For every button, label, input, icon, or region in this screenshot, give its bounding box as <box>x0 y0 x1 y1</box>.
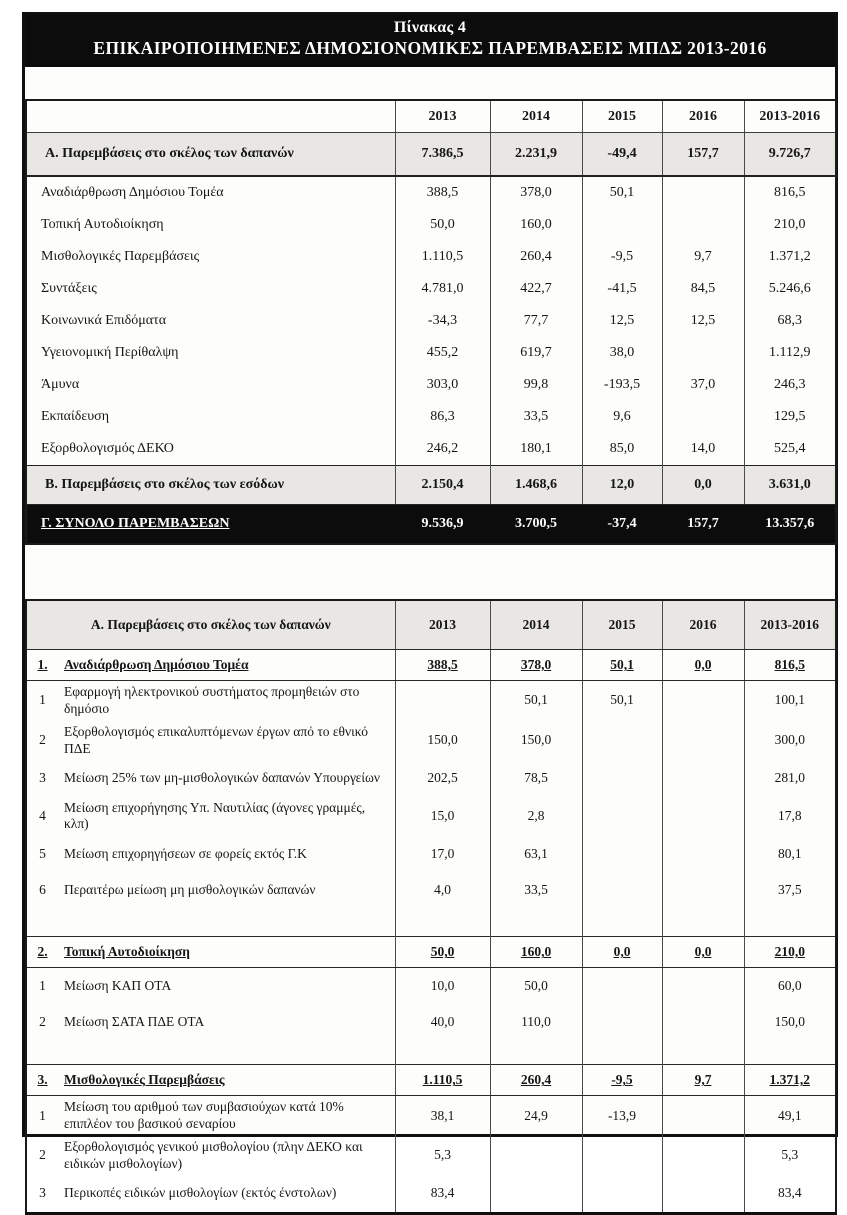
value-cell: 33,5 <box>490 401 582 433</box>
value-cell: 49,1 <box>744 1096 836 1136</box>
section-b-label: Β. Παρεμβάσεις στο σκέλος των εσόδων <box>26 466 395 505</box>
value-cell <box>662 908 744 937</box>
value-cell: 100,1 <box>744 681 836 721</box>
value-cell: 246,2 <box>395 433 490 466</box>
value-cell: 0,0 <box>662 937 744 968</box>
value-cell: 50,1 <box>582 650 662 681</box>
value-cell: 2,8 <box>490 797 582 837</box>
detail-header-label: Α. Παρεμβάσεις στο σκέλος των δαπανών <box>26 600 395 650</box>
value-cell <box>490 1176 582 1214</box>
value-cell: 78,5 <box>490 761 582 797</box>
section-c-label: Γ. ΣΥΝΟΛΟ ΠΑΡΕΜΒΑΣΕΩΝ <box>26 505 395 545</box>
row-label: Αναδιάρθρωση Δημόσιου Τομέα <box>41 185 224 200</box>
item-number: 2 <box>39 1013 46 1029</box>
value-cell: 2.150,4 <box>395 466 490 505</box>
value-cell: 7.386,5 <box>395 133 490 177</box>
value-cell <box>490 908 582 937</box>
item-label: Περικοπές ειδικών μισθολογίων (εκτός ένστολων) <box>64 1185 337 1201</box>
value-cell: 246,3 <box>744 369 836 401</box>
item-number: 3 <box>39 1185 46 1201</box>
table-row <box>26 908 836 937</box>
value-cell: 388,5 <box>395 650 490 681</box>
value-cell: 1.110,5 <box>395 241 490 273</box>
table-row <box>26 721 836 761</box>
value-cell: 50,1 <box>490 681 582 721</box>
value-cell: 60,0 <box>744 968 836 1005</box>
item-label: Εφαρμογή ηλεκτρονικού συστήματος προμηθειών στο δημόσιο <box>64 684 360 716</box>
value-cell: -34,3 <box>395 305 490 337</box>
value-cell <box>662 1176 744 1214</box>
value-cell <box>490 1040 582 1065</box>
value-cell <box>662 1004 744 1040</box>
section-number: 2. <box>26 937 58 968</box>
row-label: Κοινωνικά Επιδόματα <box>41 313 167 328</box>
value-cell <box>662 401 744 433</box>
value-cell: 17,8 <box>744 797 836 837</box>
value-cell: 2.231,9 <box>490 133 582 177</box>
value-cell: 281,0 <box>744 761 836 797</box>
value-cell: 99,8 <box>490 369 582 401</box>
value-cell <box>662 836 744 872</box>
value-cell: 150,0 <box>744 1004 836 1040</box>
value-cell <box>582 721 662 761</box>
value-cell <box>662 1040 744 1065</box>
value-cell: 77,7 <box>490 305 582 337</box>
value-cell: 816,5 <box>744 650 836 681</box>
value-cell <box>582 1176 662 1214</box>
value-cell: 157,7 <box>662 133 744 177</box>
value-cell <box>744 1040 836 1065</box>
value-cell: 5,3 <box>744 1136 836 1176</box>
year-header-cell: 2016 <box>662 600 744 650</box>
value-cell: -9,5 <box>582 241 662 273</box>
value-cell: 50,1 <box>582 681 662 721</box>
table-row <box>26 505 836 545</box>
value-cell <box>582 836 662 872</box>
corner-cell <box>26 100 395 133</box>
value-cell: 40,0 <box>395 1004 490 1040</box>
row-label: Εξορθολογισμός ΔΕΚΟ <box>41 441 174 456</box>
spacer-cell <box>26 908 58 937</box>
value-cell: 525,4 <box>744 433 836 466</box>
value-cell: 3.700,5 <box>490 505 582 545</box>
table-number: Πίνακας 4 <box>393 19 467 36</box>
item-number: 3 <box>39 770 46 786</box>
value-cell: 210,0 <box>744 209 836 241</box>
value-cell: 619,7 <box>490 337 582 369</box>
table-row <box>26 401 836 433</box>
value-cell <box>662 337 744 369</box>
table-row <box>26 937 836 968</box>
value-cell: 816,5 <box>744 176 836 209</box>
value-cell <box>662 176 744 209</box>
year-header-cell: 2014 <box>490 600 582 650</box>
table-row <box>26 650 836 681</box>
value-cell: 1.112,9 <box>744 337 836 369</box>
table-row <box>26 1176 836 1214</box>
value-cell: 50,0 <box>395 937 490 968</box>
value-cell: 1.371,2 <box>744 241 836 273</box>
value-cell <box>582 908 662 937</box>
value-cell: 260,4 <box>490 1065 582 1096</box>
value-cell: 1.110,5 <box>395 1065 490 1096</box>
value-cell: 180,1 <box>490 433 582 466</box>
value-cell: 83,4 <box>395 1176 490 1214</box>
value-cell <box>582 1040 662 1065</box>
table-row <box>26 681 836 721</box>
value-cell <box>582 797 662 837</box>
value-cell: 37,5 <box>744 872 836 908</box>
value-cell <box>582 1136 662 1176</box>
item-label: Μείωση ΣΑΤΑ ΠΔΕ ΟΤΑ <box>64 1013 205 1029</box>
year-header-cell: 2013 <box>395 100 490 133</box>
table-row <box>26 872 836 908</box>
table-row <box>26 761 836 797</box>
value-cell: -13,9 <box>582 1096 662 1136</box>
document-frame <box>22 12 838 1201</box>
item-number: 6 <box>39 881 46 897</box>
value-cell: 24,9 <box>490 1096 582 1136</box>
value-cell: 38,1 <box>395 1096 490 1136</box>
table-row <box>26 1004 836 1040</box>
value-cell: 157,7 <box>662 505 744 545</box>
row-label: Συντάξεις <box>41 281 97 296</box>
value-cell <box>395 908 490 937</box>
table-title-band <box>25 15 835 67</box>
item-label: Μείωση 25% των μη-μισθολογικών δαπανών Υπουργείων <box>64 770 380 786</box>
year-header-cell: 2016 <box>662 100 744 133</box>
item-label: Εξορθολογισμός γενικού μισθολογίου (πλην ΔΕΚΟ και ειδικών μισθολογίων) <box>64 1139 363 1171</box>
value-cell: 300,0 <box>744 721 836 761</box>
value-cell: 388,5 <box>395 176 490 209</box>
value-cell <box>582 1004 662 1040</box>
value-cell: 33,5 <box>490 872 582 908</box>
value-cell: 17,0 <box>395 836 490 872</box>
value-cell: 0,0 <box>662 466 744 505</box>
section-label: Μισθολογικές Παρεμβάσεις <box>58 1065 395 1096</box>
year-header-cell: 2013 <box>395 600 490 650</box>
value-cell: 9,7 <box>662 1065 744 1096</box>
item-number: 4 <box>39 807 46 823</box>
page-title: ΕΠΙΚΑΙΡΟΠΟΙΗΜΕΝΕΣ ΔΗΜΟΣΙΟΝΟΜΙΚΕΣ ΠΑΡΕΜΒΑΣΕΙΣ ΜΠΔΣ 2013-2016 <box>93 38 767 58</box>
detail-table <box>25 599 837 1215</box>
value-cell: 9,7 <box>662 241 744 273</box>
value-cell <box>582 872 662 908</box>
value-cell <box>662 721 744 761</box>
value-cell <box>582 209 662 241</box>
value-cell: 85,0 <box>582 433 662 466</box>
value-cell <box>662 1136 744 1176</box>
value-cell <box>662 797 744 837</box>
section-a-label: Α. Παρεμβάσεις στο σκέλος των δαπανών <box>26 133 395 177</box>
value-cell: 0,0 <box>582 937 662 968</box>
table-row <box>26 273 836 305</box>
row-label: Εκπαίδευση <box>41 409 110 424</box>
table-row <box>26 337 836 369</box>
value-cell: 68,3 <box>744 305 836 337</box>
value-cell <box>662 968 744 1005</box>
table-row <box>26 1136 836 1176</box>
value-cell: 9.536,9 <box>395 505 490 545</box>
value-cell: 10,0 <box>395 968 490 1005</box>
item-label: Περαιτέρω μείωση μη μισθολογικών δαπανών <box>64 881 316 897</box>
value-cell: 12,0 <box>582 466 662 505</box>
table-row <box>26 241 836 273</box>
value-cell: 12,5 <box>662 305 744 337</box>
row-label: Υγειονομική Περίθαλψη <box>41 345 179 360</box>
item-number: 2 <box>39 1147 46 1163</box>
table-row <box>26 1065 836 1096</box>
spacer-cell <box>26 1040 58 1065</box>
item-label: Μείωση επιχορήγησης Υπ. Ναυτιλίας (άγονες γραμμές, κλπ) <box>64 799 366 832</box>
value-cell: 422,7 <box>490 273 582 305</box>
year-header-cell: 2015 <box>582 100 662 133</box>
value-cell: 63,1 <box>490 836 582 872</box>
value-cell: -193,5 <box>582 369 662 401</box>
value-cell: 150,0 <box>395 721 490 761</box>
value-cell: 14,0 <box>662 433 744 466</box>
year-header-cell: 2013-2016 <box>744 100 836 133</box>
value-cell: 129,5 <box>744 401 836 433</box>
value-cell: 202,5 <box>395 761 490 797</box>
spacer-cell <box>58 1040 395 1065</box>
item-label: Μείωση του αριθμού των συμβασιούχων κατά 10% επιπλέον του βασικού σεναρίου <box>64 1099 344 1132</box>
section-label: Τοπική Αυτοδιοίκηση <box>58 937 395 968</box>
row-label: Μισθολογικές Παρεμβάσεις <box>41 249 200 264</box>
value-cell: 1.468,6 <box>490 466 582 505</box>
table-row <box>26 369 836 401</box>
summary-table <box>25 99 837 545</box>
value-cell <box>490 1136 582 1176</box>
value-cell: -37,4 <box>582 505 662 545</box>
table-row <box>26 466 836 505</box>
value-cell <box>662 1096 744 1136</box>
value-cell: 9.726,7 <box>744 133 836 177</box>
table-row <box>26 600 836 650</box>
table-row <box>26 836 836 872</box>
value-cell: 303,0 <box>395 369 490 401</box>
spacer-cell <box>58 908 395 937</box>
item-number: 2 <box>39 732 46 748</box>
value-cell: 455,2 <box>395 337 490 369</box>
value-cell: 13.357,6 <box>744 505 836 545</box>
section-label: Αναδιάρθρωση Δημόσιου Τομέα <box>58 650 395 681</box>
value-cell: 5,3 <box>395 1136 490 1176</box>
item-number: 1 <box>39 977 46 993</box>
table-row <box>26 797 836 837</box>
value-cell: 86,3 <box>395 401 490 433</box>
value-cell: 83,4 <box>744 1176 836 1214</box>
value-cell: 378,0 <box>490 176 582 209</box>
item-label: Μείωση επιχορηγήσεων σε φορείς εκτός Γ.Κ <box>64 845 307 861</box>
value-cell: 4,0 <box>395 872 490 908</box>
value-cell <box>662 681 744 721</box>
value-cell: 9,6 <box>582 401 662 433</box>
item-number: 1 <box>39 692 46 708</box>
section-number: 3. <box>26 1065 58 1096</box>
value-cell <box>582 761 662 797</box>
item-number: 1 <box>39 1107 46 1123</box>
value-cell: 160,0 <box>490 209 582 241</box>
year-header-cell: 2015 <box>582 600 662 650</box>
table-row <box>26 305 836 337</box>
value-cell: 378,0 <box>490 650 582 681</box>
value-cell <box>662 209 744 241</box>
value-cell <box>395 681 490 721</box>
table-row <box>26 209 836 241</box>
table-row <box>26 433 836 466</box>
year-header-cell: 2013-2016 <box>744 600 836 650</box>
item-label: Μείωση ΚΑΠ ΟΤΑ <box>64 977 172 993</box>
value-cell: 150,0 <box>490 721 582 761</box>
table-row <box>26 100 836 133</box>
value-cell: 0,0 <box>662 650 744 681</box>
value-cell: 50,0 <box>490 968 582 1005</box>
value-cell: 38,0 <box>582 337 662 369</box>
row-label: Τοπική Αυτοδιοίκηση <box>41 217 164 232</box>
value-cell: 12,5 <box>582 305 662 337</box>
value-cell: 84,5 <box>662 273 744 305</box>
table-row <box>26 1040 836 1065</box>
value-cell <box>662 872 744 908</box>
row-label: Άμυνα <box>41 377 80 392</box>
value-cell: -9,5 <box>582 1065 662 1096</box>
year-header-cell: 2014 <box>490 100 582 133</box>
value-cell: 260,4 <box>490 241 582 273</box>
value-cell: 15,0 <box>395 797 490 837</box>
item-number: 5 <box>39 845 46 861</box>
value-cell: -49,4 <box>582 133 662 177</box>
table-row <box>26 968 836 1005</box>
value-cell <box>582 968 662 1005</box>
value-cell: 1.371,2 <box>744 1065 836 1096</box>
value-cell: 210,0 <box>744 937 836 968</box>
value-cell: -41,5 <box>582 273 662 305</box>
value-cell <box>744 908 836 937</box>
section-number: 1. <box>26 650 58 681</box>
item-label: Εξορθολογισμός επικαλυπτόμενων έργων από το εθνικό ΠΔΕ <box>64 723 369 756</box>
value-cell: 110,0 <box>490 1004 582 1040</box>
value-cell: 80,1 <box>744 836 836 872</box>
value-cell: 50,0 <box>395 209 490 241</box>
value-cell <box>395 1040 490 1065</box>
table-row <box>26 176 836 209</box>
value-cell: 5.246,6 <box>744 273 836 305</box>
value-cell: 37,0 <box>662 369 744 401</box>
table-row <box>26 133 836 177</box>
table-row <box>26 1096 836 1136</box>
value-cell: 3.631,0 <box>744 466 836 505</box>
value-cell: 160,0 <box>490 937 582 968</box>
value-cell: 4.781,0 <box>395 273 490 305</box>
value-cell: 50,1 <box>582 176 662 209</box>
value-cell <box>662 761 744 797</box>
